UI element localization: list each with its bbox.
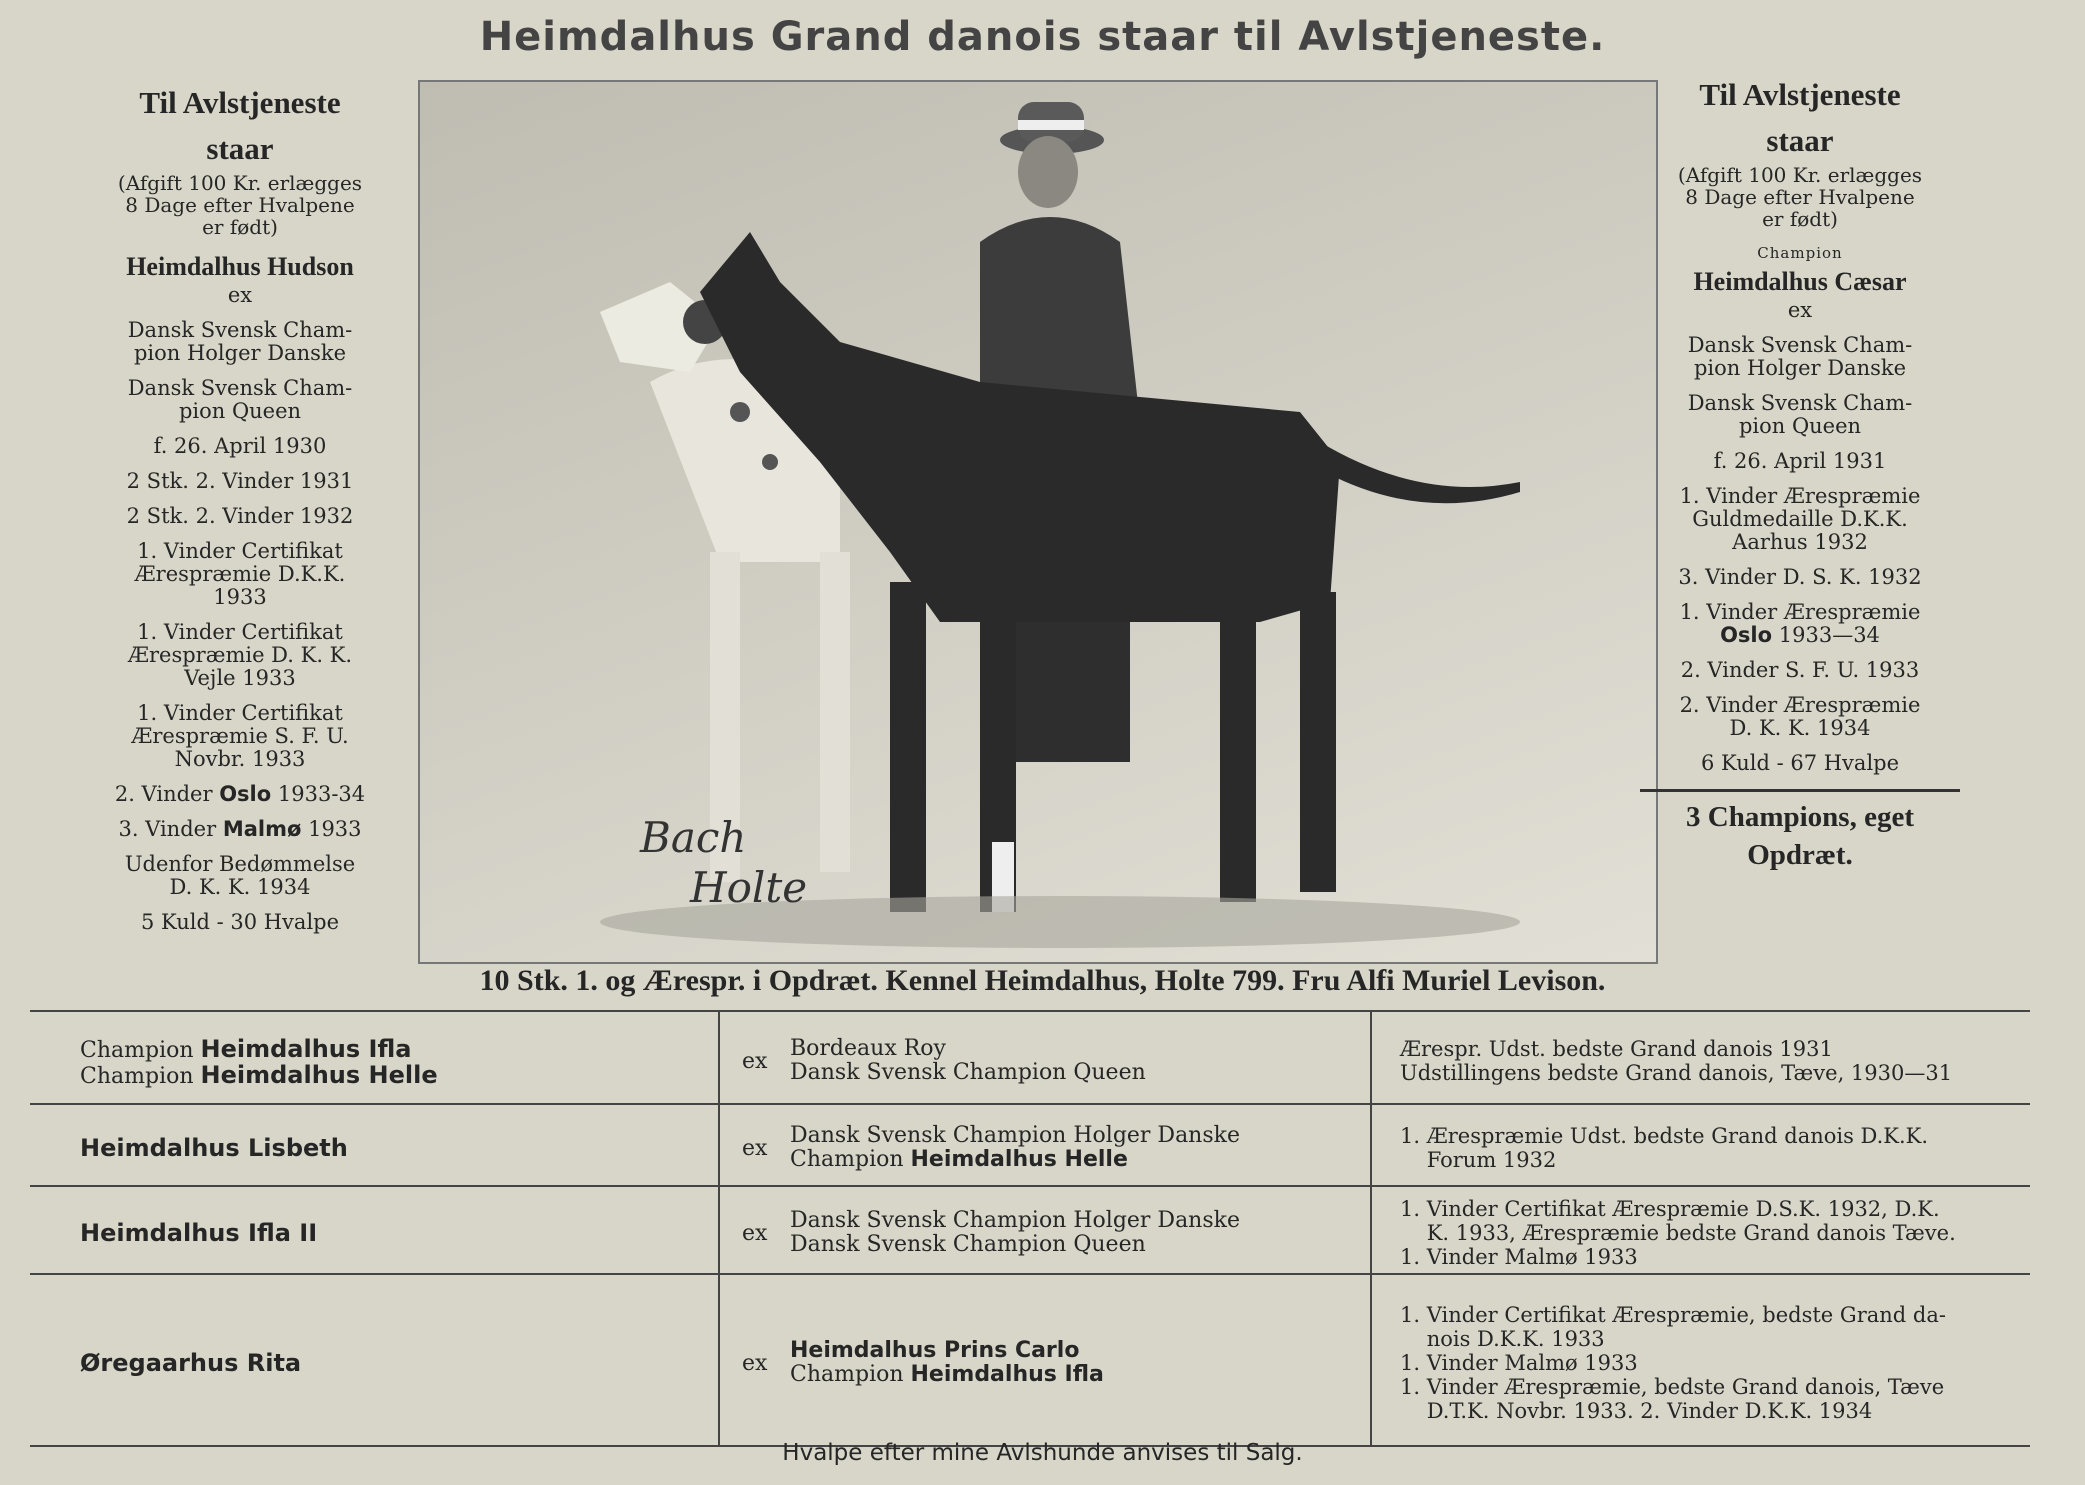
left-dam-1: Dansk Svensk Cham- [127,376,353,400]
award-line: D.T.K. Novbr. 1933. 2. Vinder D.K.K. 1934 [1400,1399,1873,1423]
left-result-5a: 1. Vinder Certifikat [137,701,343,725]
parent-line: Dansk Svensk Champion Holger Danske [790,1208,1240,1233]
left-result-3a: 1. Vinder Certifikat [137,539,343,563]
award-line: 1. Vinder Malmø 1933 [1400,1245,1638,1269]
right-summary-2: Opdræt. [1747,839,1853,871]
award-line: 1. Vinder Ærespræmie, bedste Grand danois, Tæve [1400,1375,1945,1399]
right-sire-2: pion Holger Danske [1693,356,1907,380]
table-rule-3 [30,1273,2030,1275]
right-heading: Til Avlstjeneste [1699,77,1901,112]
dogs-photograph [418,80,1658,964]
table-rule-2 [30,1185,2030,1187]
parent-line: Dansk Svensk Champion Holger Danske [790,1123,1240,1148]
table-row-ex: ex [742,1048,768,1074]
left-result-8a: Udenfor Bedømmelse [124,852,356,876]
dog-name-line: Champion Heimdalhus Ifla [80,1034,412,1063]
left-fee-3: er født) [202,215,278,239]
award-line: 1. Vinder Malmø 1933 [1400,1351,1638,1375]
dog-name-line: Heimdalhus Lisbeth [80,1134,348,1162]
dog-name-line: Heimdalhus Ifla II [80,1219,318,1247]
right-fee-3: er født) [1762,207,1838,231]
right-result-3b: Oslo 1933—34 [1720,623,1880,647]
award-line: Forum 1932 [1400,1148,1557,1172]
table-row-dog [80,1136,348,1162]
right-result-3a: 1. Vinder Ærespræmie [1679,600,1921,624]
left-result-2: 2 Stk. 2. Vinder 1932 [126,504,354,528]
table-row-ex: ex [742,1221,768,1246]
photographer-signature-2: Holte [690,863,808,912]
table-row-parents [790,1124,1240,1172]
right-heading-staar: staar [1766,123,1834,158]
offspring-table [30,1010,2060,1450]
right-born: f. 26. April 1931 [1713,449,1887,473]
table-row-awards [1400,1197,1956,1269]
award-line: Udstillingens bedste Grand danois, Tæve, 1930—31 [1400,1060,1953,1085]
page-footer: Hvalpe efter mine Avlshunde anvises til Salg. [782,1440,1303,1466]
right-result-5a: 2. Vinder Ærespræmie [1679,693,1921,717]
right-summary-1: 3 Champions, eget [1686,801,1914,833]
photo-illustration [420,82,1656,962]
left-result-4a: 1. Vinder Certifikat [137,620,343,644]
table-rule-1 [30,1103,2030,1105]
left-dog-name: Heimdalhus Hudson [126,252,354,281]
table-row-awards [1400,1124,1928,1172]
table-row-parents [790,1037,1146,1085]
parent-line: Bordeaux Roy [790,1035,946,1061]
parent-line: Dansk Svensk Champion Queen [790,1232,1146,1257]
left-sire-2: pion Holger Danske [133,341,347,365]
table-row-awards [1400,1303,1946,1423]
table-row-dog [80,1221,317,1247]
left-sire-1: Dansk Svensk Cham- [127,318,353,342]
right-result-1b: Guldmedaille D.K.K. [1692,507,1908,531]
left-result-5c: Novbr. 1933 [174,747,306,771]
left-heading: Til Avlstjeneste [139,85,341,120]
table-row-dog [80,1034,438,1089]
left-fee-1: (Afgift 100 Kr. erlægges [117,171,363,195]
dog-name-line: Øregaarhus Rita [80,1349,302,1377]
right-stud-column [1640,72,1960,874]
right-result-1c: Aarhus 1932 [1732,530,1868,554]
right-fee-2: 8 Dage efter Hvalpene [1685,185,1915,209]
parent-line: Champion Heimdalhus Ifla [790,1362,1104,1387]
right-dam-1: Dansk Svensk Cham- [1687,391,1913,415]
left-result-7: 3. Vinder Malmø 1933 [118,817,362,841]
parent-line: Heimdalhus Prins Carlo [790,1338,1080,1363]
left-result-3b: Ærespræmie D.K.K. [134,562,346,586]
award-line: 1. Vinder Certifikat Ærespræmie, bedste Grand da- [1400,1303,1946,1327]
left-heading-staar: staar [206,131,274,166]
left-result-5b: Ærespræmie S. F. U. [131,724,349,748]
table-row-ex: ex [742,1136,768,1161]
right-result-4: 2. Vinder S. F. U. 1933 [1680,658,1920,682]
right-divider [1640,789,1960,792]
table-col-divider-1 [718,1010,720,1445]
right-dog-name: Heimdalhus Cæsar [1693,267,1907,296]
table-row-parents [790,1339,1104,1387]
parent-line: Dansk Svensk Champion Queen [790,1059,1146,1085]
table-row-parents [790,1209,1240,1257]
table-row-ex: ex [742,1351,768,1376]
dog-name-line: Champion Heimdalhus Helle [80,1060,438,1089]
award-line: Ærespr. Udst. bedste Grand danois 1931 [1400,1036,1833,1061]
right-litters: 6 Kuld - 67 Hvalpe [1700,751,1900,775]
kennel-line: 10 Stk. 1. og Ærespr. i Opdræt. Kennel Heimdalhus, Holte 799. Fru Alfi Muriel Levison. [479,964,1606,997]
right-result-2: 3. Vinder D. S. K. 1932 [1678,565,1922,589]
left-result-1: 2 Stk. 2. Vinder 1931 [126,469,354,493]
left-result-6: 2. Vinder Oslo 1933-34 [114,782,366,806]
parent-line: Champion Heimdalhus Helle [790,1147,1128,1172]
left-stud-column [80,80,400,934]
left-ex: ex [227,283,253,307]
award-line: 1. Vinder Certifikat Ærespræmie D.S.K. 1932, D.K. [1400,1197,1940,1221]
left-result-8b: D. K. K. 1934 [169,875,311,899]
left-born: f. 26. April 1930 [153,434,327,458]
right-result-1a: 1. Vinder Ærespræmie [1679,484,1921,508]
award-line: 1. Ærespræmie Udst. bedste Grand danois D.K.K. [1400,1124,1929,1148]
right-ex: ex [1787,298,1813,322]
left-result-4b: Ærespræmie D. K. K. [127,643,353,667]
left-result-3c: 1933 [213,585,267,609]
award-line: nois D.K.K. 1933 [1400,1327,1605,1351]
table-row-awards [1400,1037,1952,1085]
right-fee-1: (Afgift 100 Kr. erlægges [1677,163,1923,187]
table-col-divider-2 [1370,1010,1372,1445]
page-headline: Heimdalhus Grand danois staar til Avlstjeneste. [479,14,1606,60]
table-top-rule [30,1010,2030,1012]
photographer-signature-1: Bach [640,813,747,862]
left-result-4c: Vejle 1933 [184,666,296,690]
table-row-dog [80,1351,301,1377]
right-sire-1: Dansk Svensk Cham- [1687,333,1913,357]
right-champion-title: Champion [1757,244,1843,262]
award-line: K. 1933, Ærespræmie bedste Grand danois Tæve. [1400,1221,1956,1245]
left-dam-2: pion Queen [178,399,302,423]
left-fee-2: 8 Dage efter Hvalpene [125,193,355,217]
left-litters: 5 Kuld - 30 Hvalpe [140,910,340,934]
right-result-5b: D. K. K. 1934 [1729,716,1871,740]
right-dam-2: pion Queen [1738,414,1862,438]
